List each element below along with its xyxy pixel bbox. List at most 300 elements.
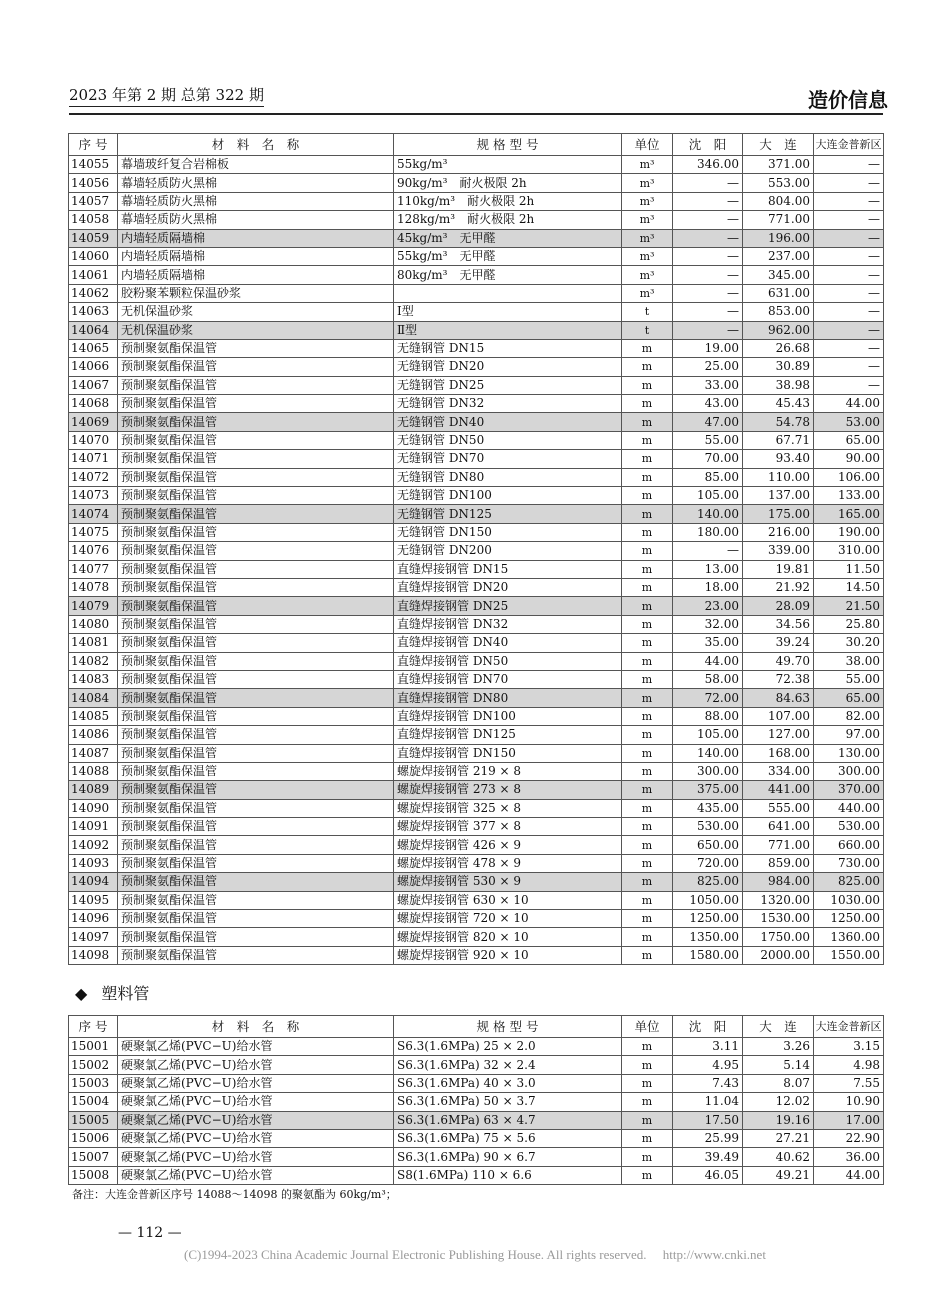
table-row (69, 321, 884, 339)
col-header-jinpu: 大连金普新区 (814, 1016, 884, 1038)
cell-price-jinpu: 370.00 (814, 781, 884, 799)
cell-spec: Ⅰ型 (394, 303, 622, 321)
cell-unit: m (622, 762, 673, 780)
cell-price-shenyang: 44.00 (673, 652, 743, 670)
cell-price-shenyang: 35.00 (673, 634, 743, 652)
cell-price-shenyang: 375.00 (673, 781, 743, 799)
cell-unit: m (622, 946, 673, 964)
cell-price-shenyang: 346.00 (673, 156, 743, 174)
table-row (69, 413, 884, 431)
cell-price-jinpu: 190.00 (814, 523, 884, 541)
cell-unit: m (622, 615, 673, 633)
table-note: 备注：大连金普新区序号 14088～14098 的聚氨酯为 60kg/m³； (72, 1188, 397, 1201)
cell-spec: 直缝焊接钢管 DN125 (394, 726, 622, 744)
cell-price-shenyang: 530.00 (673, 818, 743, 836)
cell-material-name: 预制聚氨酯保温管 (118, 652, 394, 670)
cell-price-dalian: 38.98 (743, 376, 814, 394)
cell-material-name: 预制聚氨酯保温管 (118, 726, 394, 744)
table-row (69, 450, 884, 468)
cell-material-name: 硬聚氯乙烯(PVC−U)给水管 (118, 1166, 394, 1184)
cell-price-jinpu: 14.50 (814, 578, 884, 596)
cell-price-shenyang: 72.00 (673, 689, 743, 707)
table-row (69, 523, 884, 541)
cell-price-dalian: 339.00 (743, 542, 814, 560)
cell-price-jinpu: 133.00 (814, 487, 884, 505)
cell-row-number: 14089 (69, 781, 118, 799)
cell-row-number: 15001 (69, 1038, 118, 1056)
cell-price-shenyang: — (673, 229, 743, 247)
cell-price-dalian: 345.00 (743, 266, 814, 284)
cell-material-name: 预制聚氨酯保温管 (118, 910, 394, 928)
cell-price-jinpu: — (814, 247, 884, 265)
cell-price-shenyang: 46.05 (673, 1166, 743, 1184)
cell-spec: 直缝焊接钢管 DN80 (394, 689, 622, 707)
cell-unit: m (622, 597, 673, 615)
cell-row-number: 14078 (69, 578, 118, 596)
cell-price-jinpu: 300.00 (814, 762, 884, 780)
cell-spec: 螺旋焊接钢管 273 × 8 (394, 781, 622, 799)
cell-price-dalian: 216.00 (743, 523, 814, 541)
table-row (69, 762, 884, 780)
cell-spec: S6.3(1.6MPa) 25 × 2.0 (394, 1038, 622, 1056)
cell-row-number: 15004 (69, 1093, 118, 1111)
col-header-spec: 规 格 型 号 (394, 134, 622, 156)
cell-row-number: 14057 (69, 192, 118, 210)
cell-price-dalian: 30.89 (743, 358, 814, 376)
cell-price-dalian: 641.00 (743, 818, 814, 836)
cell-price-shenyang: — (673, 321, 743, 339)
cell-unit: m (622, 1074, 673, 1092)
col-header-no: 序 号 (69, 134, 118, 156)
price-table-plastic-pipe (68, 1015, 884, 1185)
cell-material-name: 预制聚氨酯保温管 (118, 523, 394, 541)
col-header-no: 序 号 (69, 1016, 118, 1038)
cell-price-dalian: 237.00 (743, 247, 814, 265)
cell-price-jinpu: 53.00 (814, 413, 884, 431)
cell-material-name: 预制聚氨酯保温管 (118, 505, 394, 523)
cell-unit: t (622, 303, 673, 321)
cell-material-name: 预制聚氨酯保温管 (118, 634, 394, 652)
cell-unit: m (622, 1038, 673, 1056)
header-rule (69, 113, 883, 115)
cell-price-jinpu: 825.00 (814, 873, 884, 891)
cell-price-dalian: 8.07 (743, 1074, 814, 1092)
cell-spec: 128kg/m³ 耐火极限 2h (394, 211, 622, 229)
table-row (69, 376, 884, 394)
cell-spec: 无缝钢管 DN125 (394, 505, 622, 523)
cell-row-number: 14062 (69, 284, 118, 302)
cell-unit: m (622, 560, 673, 578)
cell-material-name: 预制聚氨酯保温管 (118, 854, 394, 872)
cell-spec: 螺旋焊接钢管 325 × 8 (394, 799, 622, 817)
cell-material-name: 预制聚氨酯保温管 (118, 597, 394, 615)
cell-price-dalian: 962.00 (743, 321, 814, 339)
cell-price-shenyang: 1050.00 (673, 891, 743, 909)
cell-price-shenyang: 55.00 (673, 431, 743, 449)
cell-material-name: 预制聚氨酯保温管 (118, 560, 394, 578)
col-header-spec: 规 格 型 号 (394, 1016, 622, 1038)
cell-row-number: 14085 (69, 707, 118, 725)
cell-price-dalian: 804.00 (743, 192, 814, 210)
cell-spec: 90kg/m³ 耐火极限 2h (394, 174, 622, 192)
cell-spec: 55kg/m³ 无甲醛 (394, 247, 622, 265)
cell-price-jinpu: 1550.00 (814, 946, 884, 964)
cell-price-jinpu: 44.00 (814, 395, 884, 413)
cell-spec: 无缝钢管 DN70 (394, 450, 622, 468)
price-table-insulation (68, 133, 884, 965)
cell-spec: 直缝焊接钢管 DN20 (394, 578, 622, 596)
cell-price-dalian: 26.68 (743, 339, 814, 357)
cell-unit: m (622, 634, 673, 652)
cell-row-number: 14065 (69, 339, 118, 357)
cell-spec: 无缝钢管 DN32 (394, 395, 622, 413)
cell-material-name: 预制聚氨酯保温管 (118, 707, 394, 725)
table-row (69, 560, 884, 578)
cell-price-shenyang: — (673, 266, 743, 284)
cell-spec: 无缝钢管 DN25 (394, 376, 622, 394)
table-row (69, 192, 884, 210)
cell-material-name: 预制聚氨酯保温管 (118, 450, 394, 468)
cell-spec: 45kg/m³ 无甲醛 (394, 229, 622, 247)
cell-price-dalian: 49.70 (743, 652, 814, 670)
cell-spec: 螺旋焊接钢管 920 × 10 (394, 946, 622, 964)
table-row (69, 395, 884, 413)
cell-material-name: 硬聚氯乙烯(PVC−U)给水管 (118, 1056, 394, 1074)
cell-unit: m (622, 395, 673, 413)
cell-price-dalian: 54.78 (743, 413, 814, 431)
table-row (69, 339, 884, 357)
col-header-dalian: 大 连 (743, 1016, 814, 1038)
cell-price-dalian: 93.40 (743, 450, 814, 468)
cell-price-jinpu: — (814, 358, 884, 376)
cell-price-shenyang: 140.00 (673, 505, 743, 523)
cell-price-dalian: 40.62 (743, 1148, 814, 1166)
table-row (69, 468, 884, 486)
cell-spec: 直缝焊接钢管 DN32 (394, 615, 622, 633)
cell-row-number: 14088 (69, 762, 118, 780)
cell-row-number: 15005 (69, 1111, 118, 1129)
cell-material-name: 预制聚氨酯保温管 (118, 799, 394, 817)
cell-spec: 无缝钢管 DN15 (394, 339, 622, 357)
table-row (69, 781, 884, 799)
col-header-name: 材 料 名 称 (118, 134, 394, 156)
cell-price-shenyang: 105.00 (673, 726, 743, 744)
table-row (69, 229, 884, 247)
cell-unit: m³ (622, 192, 673, 210)
cell-row-number: 14082 (69, 652, 118, 670)
cell-material-name: 幕墙轻质防火黑棉 (118, 174, 394, 192)
cell-price-dalian: 127.00 (743, 726, 814, 744)
cell-row-number: 14080 (69, 615, 118, 633)
section-heading-plastic-pipe (75, 981, 149, 1004)
cell-price-jinpu: — (814, 339, 884, 357)
cell-unit: m (622, 744, 673, 762)
cell-price-jinpu: 65.00 (814, 431, 884, 449)
cell-material-name: 内墙轻质隔墙棉 (118, 247, 394, 265)
cell-price-jinpu: — (814, 192, 884, 210)
cell-price-shenyang: 4.95 (673, 1056, 743, 1074)
cell-material-name: 预制聚氨酯保温管 (118, 928, 394, 946)
cell-unit: m (622, 468, 673, 486)
cell-spec: 直缝焊接钢管 DN15 (394, 560, 622, 578)
cell-row-number: 14093 (69, 854, 118, 872)
page-number: — 112 — (118, 1225, 182, 1241)
cell-price-jinpu: 90.00 (814, 450, 884, 468)
cell-price-jinpu: 1360.00 (814, 928, 884, 946)
cell-material-name: 预制聚氨酯保温管 (118, 873, 394, 891)
cell-price-jinpu: — (814, 303, 884, 321)
cell-unit: m (622, 726, 673, 744)
cell-unit: m³ (622, 247, 673, 265)
cell-row-number: 15006 (69, 1129, 118, 1147)
cell-unit: m (622, 707, 673, 725)
cell-price-jinpu: 65.00 (814, 689, 884, 707)
col-header-shenyang: 沈 阳 (673, 134, 743, 156)
table-row (69, 707, 884, 725)
cell-unit: m (622, 1148, 673, 1166)
cell-row-number: 14070 (69, 431, 118, 449)
table-row (69, 505, 884, 523)
cell-unit: m (622, 339, 673, 357)
cell-spec: 直缝焊接钢管 DN150 (394, 744, 622, 762)
cell-unit: m (622, 1111, 673, 1129)
cell-price-jinpu: 440.00 (814, 799, 884, 817)
cell-price-dalian: 21.92 (743, 578, 814, 596)
cell-material-name: 预制聚氨酯保温管 (118, 781, 394, 799)
cell-row-number: 14055 (69, 156, 118, 174)
cell-material-name: 预制聚氨酯保温管 (118, 376, 394, 394)
cell-unit: m (622, 523, 673, 541)
cell-unit: m (622, 1093, 673, 1111)
cell-price-shenyang: 19.00 (673, 339, 743, 357)
cell-price-shenyang: — (673, 542, 743, 560)
cell-unit: m (622, 505, 673, 523)
cell-spec: S6.3(1.6MPa) 75 × 5.6 (394, 1129, 622, 1147)
cell-unit: m (622, 1129, 673, 1147)
cell-spec: 螺旋焊接钢管 630 × 10 (394, 891, 622, 909)
cell-spec: S8(1.6MPa) 110 × 6.6 (394, 1166, 622, 1184)
table-row (69, 247, 884, 265)
cell-material-name: 硬聚氯乙烯(PVC−U)给水管 (118, 1038, 394, 1056)
cell-price-shenyang: — (673, 174, 743, 192)
cell-row-number: 15003 (69, 1074, 118, 1092)
table-row (69, 873, 884, 891)
cell-price-shenyang: 650.00 (673, 836, 743, 854)
cell-spec: 无缝钢管 DN50 (394, 431, 622, 449)
cell-price-shenyang: 88.00 (673, 707, 743, 725)
cell-price-jinpu: 44.00 (814, 1166, 884, 1184)
cell-price-dalian: 19.81 (743, 560, 814, 578)
col-header-unit: 单位 (622, 134, 673, 156)
cell-unit: m (622, 818, 673, 836)
cell-spec: S6.3(1.6MPa) 32 × 2.4 (394, 1056, 622, 1074)
cell-material-name: 预制聚氨酯保温管 (118, 468, 394, 486)
cell-row-number: 14071 (69, 450, 118, 468)
cell-price-shenyang: 58.00 (673, 670, 743, 688)
cell-material-name: 硬聚氯乙烯(PVC−U)给水管 (118, 1148, 394, 1166)
table-row (69, 303, 884, 321)
cell-price-dalian: 859.00 (743, 854, 814, 872)
cell-price-shenyang: 1250.00 (673, 910, 743, 928)
cell-price-dalian: 12.02 (743, 1093, 814, 1111)
cell-price-dalian: 175.00 (743, 505, 814, 523)
table-row (69, 597, 884, 615)
table-header-row (69, 1016, 884, 1038)
cell-price-dalian: 27.21 (743, 1129, 814, 1147)
cell-spec (394, 284, 622, 302)
cell-price-jinpu: 165.00 (814, 505, 884, 523)
cell-row-number: 14084 (69, 689, 118, 707)
cell-material-name: 预制聚氨酯保温管 (118, 744, 394, 762)
table-row (69, 211, 884, 229)
cell-row-number: 14098 (69, 946, 118, 964)
cell-price-jinpu: 130.00 (814, 744, 884, 762)
cell-price-jinpu: 55.00 (814, 670, 884, 688)
cell-price-shenyang: 47.00 (673, 413, 743, 431)
cell-material-name: 预制聚氨酯保温管 (118, 946, 394, 964)
cell-spec: 螺旋焊接钢管 426 × 9 (394, 836, 622, 854)
cell-material-name: 预制聚氨酯保温管 (118, 358, 394, 376)
cell-spec: 螺旋焊接钢管 478 × 9 (394, 854, 622, 872)
cell-price-jinpu: 660.00 (814, 836, 884, 854)
cell-spec: S6.3(1.6MPa) 90 × 6.7 (394, 1148, 622, 1166)
cell-unit: m (622, 1056, 673, 1074)
cell-spec: 无缝钢管 DN80 (394, 468, 622, 486)
cell-price-jinpu: 7.55 (814, 1074, 884, 1092)
cell-price-dalian: 371.00 (743, 156, 814, 174)
cell-price-dalian: 137.00 (743, 487, 814, 505)
cell-row-number: 14077 (69, 560, 118, 578)
cell-unit: m³ (622, 266, 673, 284)
cell-price-dalian: 67.71 (743, 431, 814, 449)
cell-material-name: 幕墙玻纤复合岩棉板 (118, 156, 394, 174)
section-title: 塑料管 (101, 984, 150, 1003)
cell-spec: 直缝焊接钢管 DN40 (394, 634, 622, 652)
cell-material-name: 预制聚氨酯保温管 (118, 615, 394, 633)
cell-row-number: 14076 (69, 542, 118, 560)
cell-price-shenyang: 33.00 (673, 376, 743, 394)
cell-price-dalian: 107.00 (743, 707, 814, 725)
cell-material-name: 硬聚氯乙烯(PVC−U)给水管 (118, 1093, 394, 1111)
cell-price-jinpu: — (814, 156, 884, 174)
table-row (69, 174, 884, 192)
cell-spec: 55kg/m³ (394, 156, 622, 174)
cell-price-jinpu: 4.98 (814, 1056, 884, 1074)
table-row (69, 1074, 884, 1092)
cell-material-name: 预制聚氨酯保温管 (118, 670, 394, 688)
cell-unit: m (622, 542, 673, 560)
cell-unit: m (622, 799, 673, 817)
table-row (69, 542, 884, 560)
cell-unit: m (622, 928, 673, 946)
cell-price-shenyang: 43.00 (673, 395, 743, 413)
cell-price-jinpu: 3.15 (814, 1038, 884, 1056)
cell-material-name: 硬聚氯乙烯(PVC−U)给水管 (118, 1111, 394, 1129)
col-header-unit: 单位 (622, 1016, 673, 1038)
cell-unit: m³ (622, 174, 673, 192)
cell-material-name: 幕墙轻质防火黑棉 (118, 192, 394, 210)
cell-row-number: 14096 (69, 910, 118, 928)
cell-price-jinpu: — (814, 266, 884, 284)
cell-price-jinpu: 310.00 (814, 542, 884, 560)
table-row (69, 1166, 884, 1184)
cell-price-dalian: 72.38 (743, 670, 814, 688)
cell-material-name: 预制聚氨酯保温管 (118, 578, 394, 596)
cell-unit: m (622, 1166, 673, 1184)
table-row (69, 1148, 884, 1166)
cell-price-dalian: 34.56 (743, 615, 814, 633)
cell-material-name: 内墙轻质隔墙棉 (118, 266, 394, 284)
cell-spec: 螺旋焊接钢管 377 × 8 (394, 818, 622, 836)
cell-unit: m (622, 652, 673, 670)
cell-unit: m (622, 873, 673, 891)
cell-spec: 80kg/m³ 无甲醛 (394, 266, 622, 284)
cell-price-shenyang: 70.00 (673, 450, 743, 468)
cell-price-jinpu: — (814, 321, 884, 339)
cell-price-dalian: 19.16 (743, 1111, 814, 1129)
cell-row-number: 14090 (69, 799, 118, 817)
cell-price-dalian: 49.21 (743, 1166, 814, 1184)
table-row (69, 818, 884, 836)
col-header-name: 材 料 名 称 (118, 1016, 394, 1038)
cell-row-number: 14064 (69, 321, 118, 339)
cell-price-dalian: 853.00 (743, 303, 814, 321)
cell-price-jinpu: — (814, 284, 884, 302)
cell-price-jinpu: 10.90 (814, 1093, 884, 1111)
cell-price-jinpu: — (814, 174, 884, 192)
cell-price-shenyang: — (673, 247, 743, 265)
cell-spec: 无缝钢管 DN100 (394, 487, 622, 505)
cell-row-number: 14067 (69, 376, 118, 394)
cell-spec: 螺旋焊接钢管 219 × 8 (394, 762, 622, 780)
cell-row-number: 14072 (69, 468, 118, 486)
cell-price-dalian: 1530.00 (743, 910, 814, 928)
cell-price-shenyang: — (673, 303, 743, 321)
cell-price-jinpu: 38.00 (814, 652, 884, 670)
table-row (69, 1056, 884, 1074)
cell-unit: m (622, 781, 673, 799)
table-row (69, 358, 884, 376)
cell-row-number: 14063 (69, 303, 118, 321)
cell-price-jinpu: — (814, 376, 884, 394)
cell-price-jinpu: 82.00 (814, 707, 884, 725)
cell-row-number: 15008 (69, 1166, 118, 1184)
table-row (69, 689, 884, 707)
cell-price-dalian: 984.00 (743, 873, 814, 891)
cell-price-dalian: 1750.00 (743, 928, 814, 946)
cell-price-jinpu: 1030.00 (814, 891, 884, 909)
cell-material-name: 预制聚氨酯保温管 (118, 413, 394, 431)
cell-price-dalian: 84.63 (743, 689, 814, 707)
cell-row-number: 14068 (69, 395, 118, 413)
cell-spec: 110kg/m³ 耐火极限 2h (394, 192, 622, 210)
cell-price-shenyang: 825.00 (673, 873, 743, 891)
cell-row-number: 14066 (69, 358, 118, 376)
cell-price-jinpu: 730.00 (814, 854, 884, 872)
cell-row-number: 14094 (69, 873, 118, 891)
cell-unit: m (622, 910, 673, 928)
cell-spec: S6.3(1.6MPa) 40 × 3.0 (394, 1074, 622, 1092)
cell-price-jinpu: 36.00 (814, 1148, 884, 1166)
cell-spec: 直缝焊接钢管 DN25 (394, 597, 622, 615)
cell-unit: m (622, 578, 673, 596)
cell-material-name: 预制聚氨酯保温管 (118, 818, 394, 836)
cell-price-dalian: 2000.00 (743, 946, 814, 964)
cell-price-dalian: 771.00 (743, 211, 814, 229)
cell-unit: m (622, 413, 673, 431)
cell-row-number: 14060 (69, 247, 118, 265)
cell-unit: m (622, 431, 673, 449)
